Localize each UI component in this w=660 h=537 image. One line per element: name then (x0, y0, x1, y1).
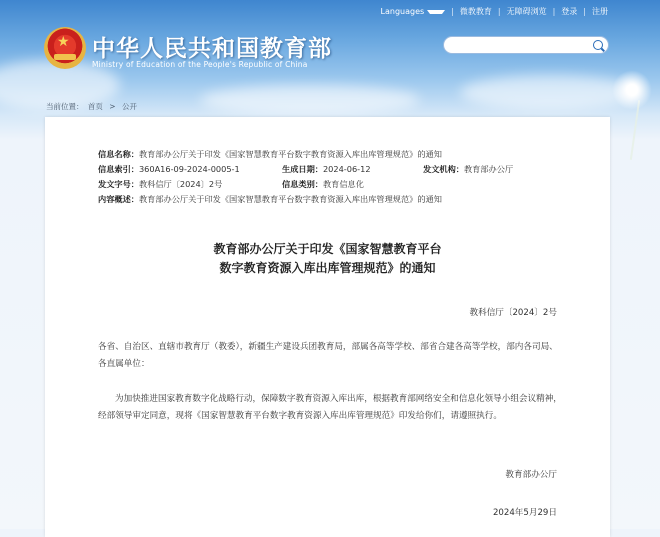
meta-category-label: 信息类别： (282, 179, 323, 189)
meta-index-value: 360A16-09-2024-0005-1 (138, 164, 240, 174)
languages-label: Languages (380, 7, 425, 16)
document-body: 为加快推进国家教育数字化战略行动，保障数字教育资源入库出库，根据教育部网络安全和信息化领导小组会议精神，经部领导审定同意，现将《国家智慧教育平台数字教育资源入库出库管理规范》印发给你们，请遵照执行。 (98, 394, 562, 421)
meta-index-label: 信息索引： (98, 164, 139, 174)
meta-summary-value: 教育部办公厅关于印发《国家智慧教育平台数字教育资源入库出库管理规范》的通知 (138, 194, 442, 204)
search-icon[interactable] (593, 40, 603, 50)
meta-number-value: 教科信厅〔2024〕2号 (138, 179, 223, 189)
document-title-line-1: 教育部办公厅关于印发《国家智慧教育平台 (213, 242, 442, 256)
meta-org-label: 发文机构： (423, 164, 464, 174)
login-link[interactable]: 登录 (561, 7, 578, 16)
breadcrumb-separator: > (109, 102, 116, 111)
weibo-link[interactable]: 微教教育 (459, 7, 492, 16)
meta-name-label: 信息名称： (98, 149, 139, 159)
meta-date-label: 生成日期： (282, 164, 323, 174)
divider: | (497, 7, 501, 16)
register-link[interactable]: 注册 (592, 7, 608, 16)
meta-date (282, 164, 371, 175)
languages-menu[interactable] (375, 7, 452, 16)
national-emblem-icon[interactable] (44, 27, 86, 69)
meta-date-value: 2024-06-12 (322, 164, 371, 174)
search-input[interactable] (450, 39, 590, 53)
breadcrumb (46, 101, 139, 112)
meta-name-value: 教育部办公厅关于印发《国家智慧教育平台数字教育资源入库出库管理规范》的通知 (138, 149, 442, 159)
breadcrumb-prefix: 当前位置： (46, 102, 84, 111)
site-title[interactable]: 中华人民共和国教育部 (92, 36, 332, 62)
document-title-line-2: 数字教育资源入库出库管理规范》的通知 (219, 261, 436, 275)
divider: | (451, 7, 454, 16)
meta-name-row (98, 149, 442, 160)
document-signature: 教育部办公厅 (505, 470, 557, 480)
emblem-base (54, 54, 76, 60)
document-number: 教科信厅〔2024〕2号 (469, 308, 557, 318)
top-links-bar (375, 6, 614, 17)
meta-category (282, 179, 364, 190)
meta-number-label: 发文字号： (98, 179, 139, 189)
breadcrumb-home-link[interactable]: 首页 (87, 102, 103, 111)
site-title-english: Ministry of Education of the People's Republic of China (92, 60, 308, 69)
breadcrumb-current[interactable]: 公开 (121, 102, 137, 111)
cloud-decoration (200, 85, 420, 115)
document-recipients: 各省、自治区、直辖市教育厅（教委），新疆生产建设兵团教育局，部属各高等学校、部省合建各高等学校，部内各司局、各直属单位： (98, 342, 558, 369)
meta-org (423, 164, 513, 175)
divider: | (583, 7, 586, 16)
document-panel (45, 117, 610, 537)
dandelion-decoration (612, 70, 652, 110)
document-date: 2024年5月29日 (492, 508, 557, 518)
star-icon: ★ (57, 34, 70, 50)
meta-summary-label: 内容概述： (98, 194, 139, 204)
meta-category-value: 教育信息化 (322, 179, 364, 189)
meta-org-value: 教育部办公厅 (463, 164, 514, 174)
meta-number-row (98, 179, 568, 190)
meta-summary-row (98, 194, 442, 205)
divider: | (552, 7, 556, 16)
chevron-down-icon (427, 10, 445, 14)
accessible-browsing-link[interactable]: 无障碍浏览 (506, 7, 547, 16)
search-box (443, 36, 609, 54)
meta-index-row (98, 164, 568, 175)
